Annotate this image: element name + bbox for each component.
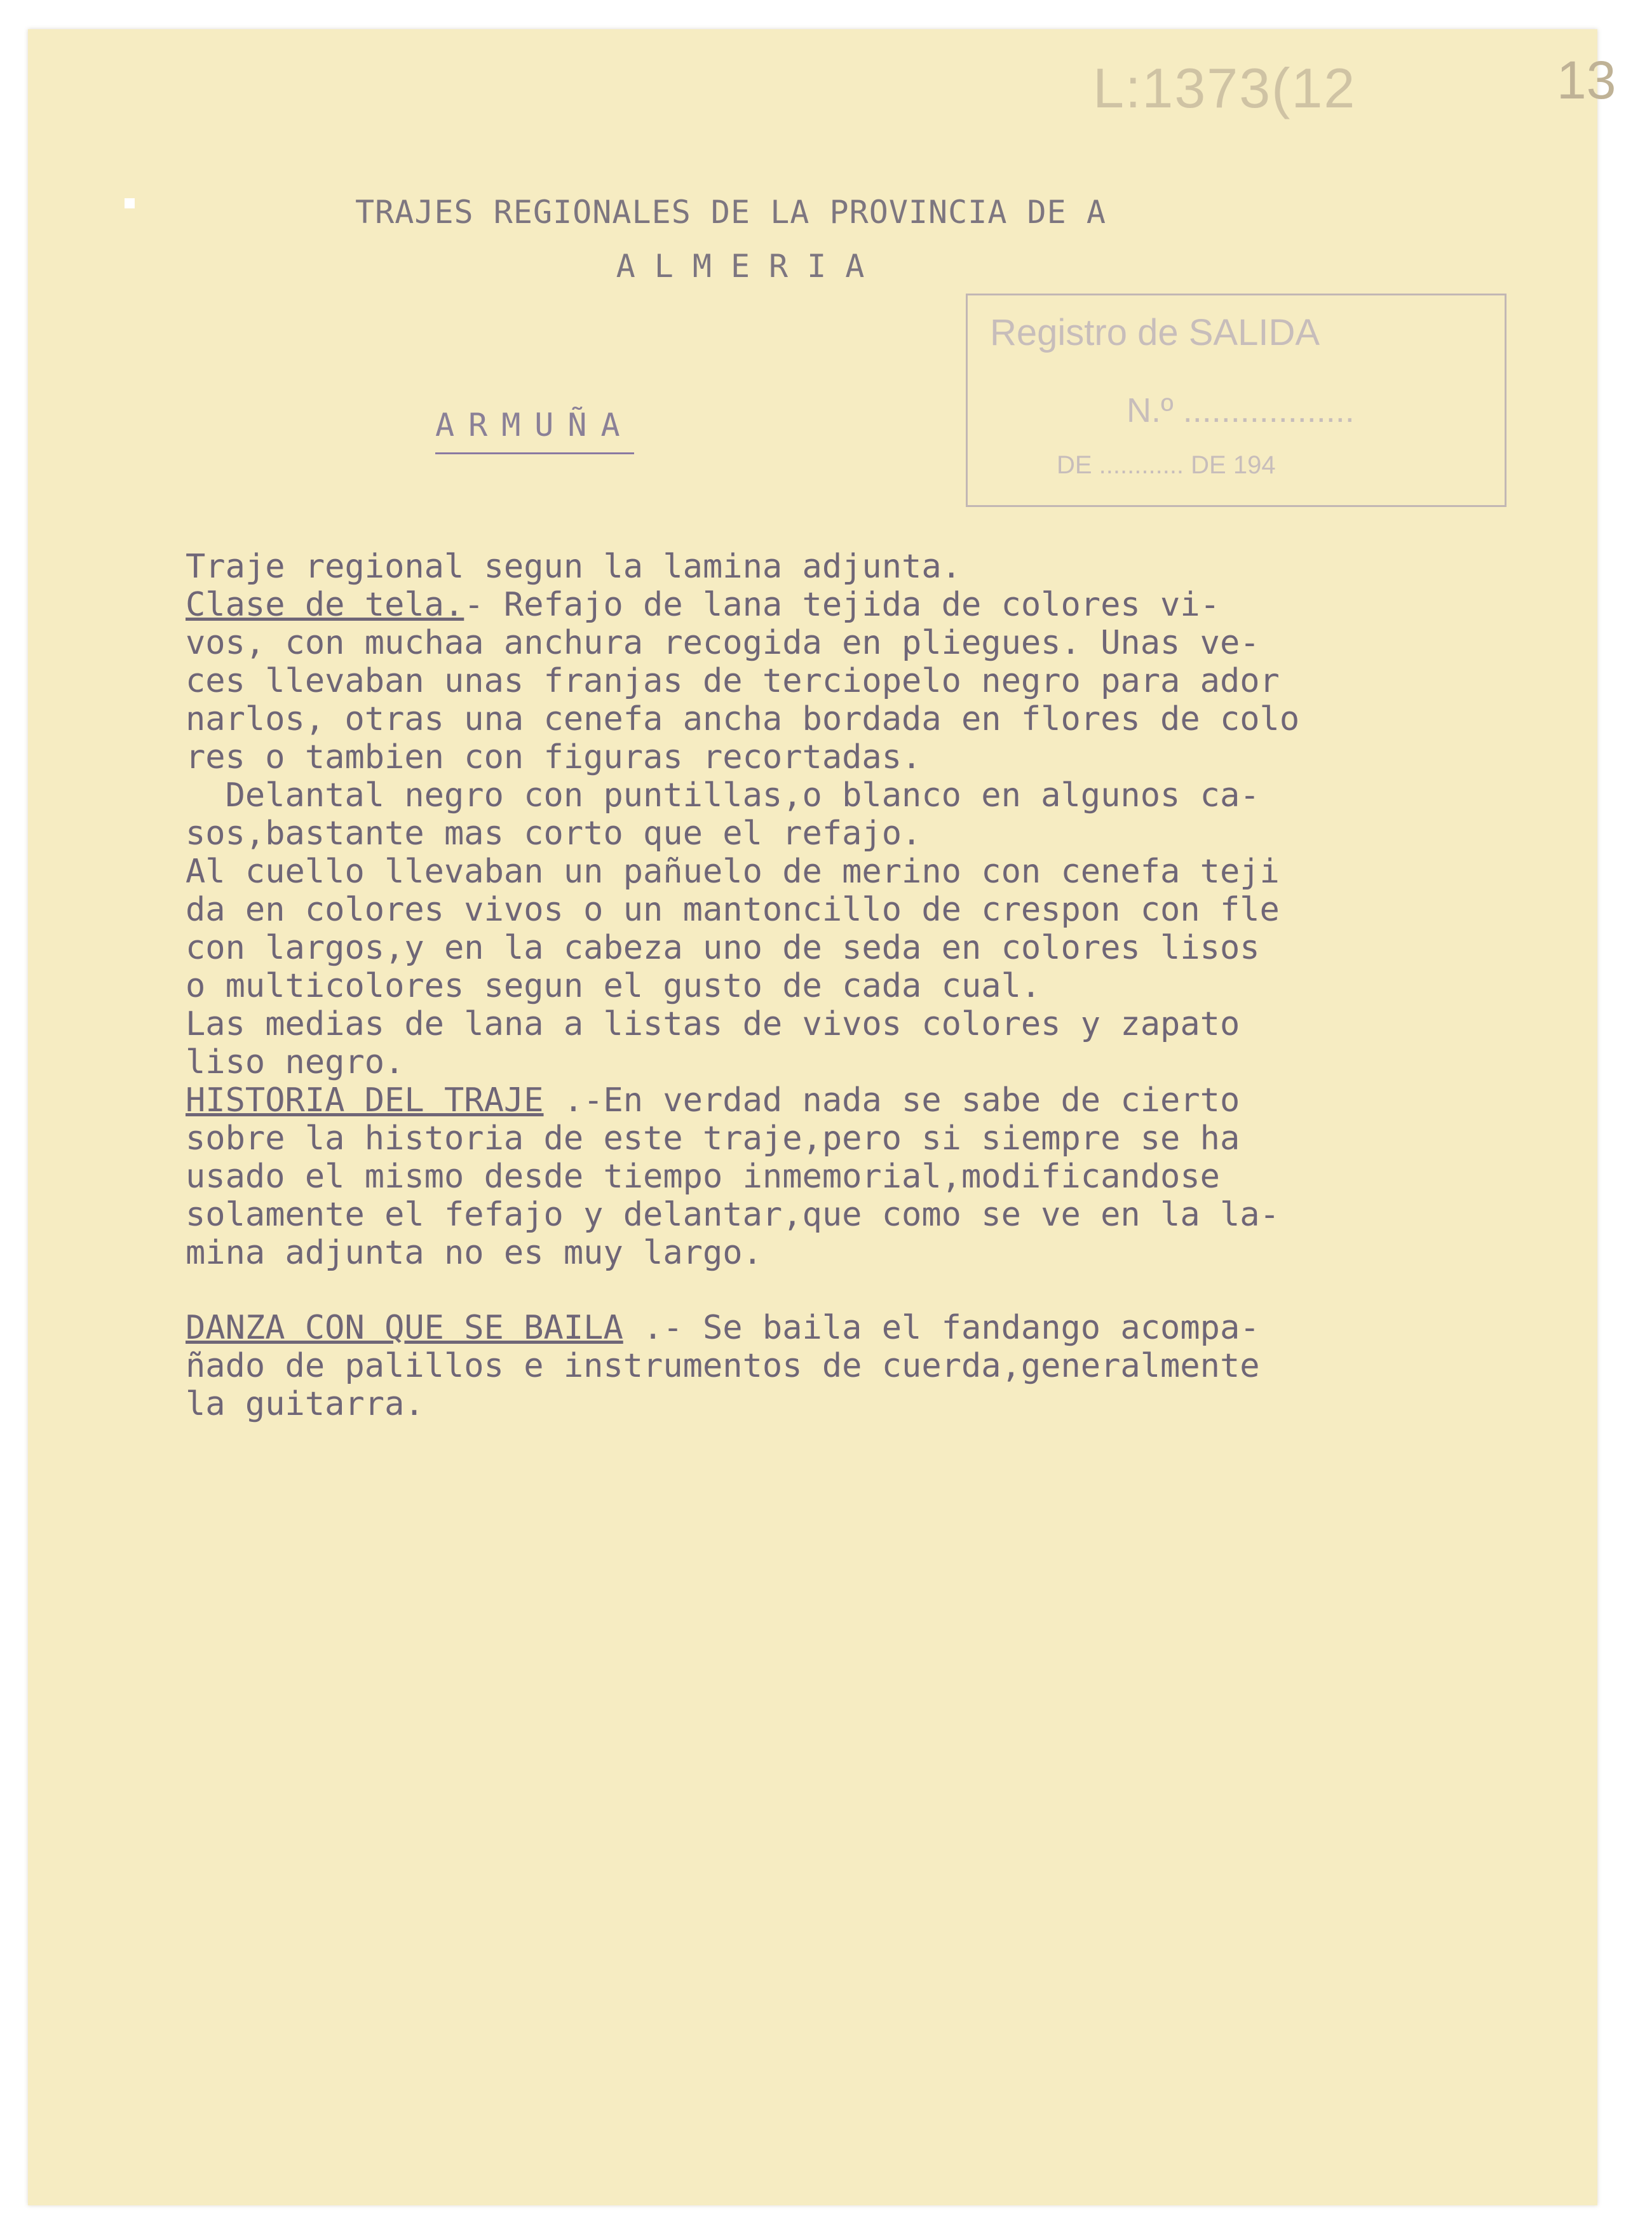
body-line: Al cuello llevaban un pañuelo de merino con cenefa teji <box>186 853 1280 891</box>
body-line-text: .- Se baila el fandango acompa- <box>623 1309 1260 1347</box>
body-line: narlos, otras una cenefa ancha bordada en flores de colo <box>186 700 1300 738</box>
body-line: ces llevaban unas franjas de terciopelo negro para ador <box>186 662 1280 700</box>
body-line <box>186 1309 1583 1347</box>
body-line: Las medias de lana a listas de vivos colores y zapato <box>186 1005 1240 1043</box>
body-line: solamente el fefajo y delantar,que como se ve en la la- <box>186 1196 1280 1234</box>
punch-hole <box>125 198 135 208</box>
document-title: TRAJES REGIONALES DE LA PROVINCIA DE A <box>355 194 1106 231</box>
dance-heading: DANZA CON QUE SE BAILA <box>186 1309 623 1347</box>
body-line: o multicolores segun el gusto de cada cual. <box>186 967 1041 1005</box>
body-line <box>186 1081 1583 1119</box>
body-line: sobre la historia de este traje,pero si siempre se ha <box>186 1119 1240 1158</box>
body-line: mina adjunta no es muy largo. <box>186 1234 762 1272</box>
body-line: liso negro. <box>186 1043 405 1081</box>
page-number: 13 <box>1557 50 1616 110</box>
stamp-title: Registro de SALIDA <box>990 312 1320 353</box>
stamp-number-line: N.º .................. <box>1127 391 1355 429</box>
body-line: usado el mismo desde tiempo inmemorial,modificandose <box>186 1158 1220 1196</box>
body-line-text: - Refajo de lana tejida de colores vi- <box>464 586 1220 624</box>
registry-stamp <box>966 294 1506 507</box>
stamp-date-line: DE ............ DE 194 <box>1057 451 1276 479</box>
history-heading: HISTORIA DEL TRAJE <box>186 1081 544 1119</box>
body-line-text: .-En verdad nada se sabe de cierto <box>543 1081 1240 1119</box>
body-line <box>186 586 1583 624</box>
body-line: sos,bastante mas corto que el refajo. <box>186 815 922 853</box>
body-line: con largos,y en la cabeza uno de seda en colores lisos <box>186 929 1260 967</box>
archive-reference-note: L:1373(12 <box>1093 57 1357 119</box>
paragraph-gap <box>186 1272 1583 1309</box>
body-line: Delantal negro con puntillas,o blanco en algunos ca- <box>186 776 1260 815</box>
document-body <box>186 548 1583 1423</box>
body-line: vos, con muchaa anchura recogida en pliegues. Unas ve- <box>186 624 1260 662</box>
document-subtitle: ALMERIA <box>616 248 884 285</box>
body-line: la guitarra. <box>186 1385 424 1423</box>
body-line: Traje regional segun la lamina adjunta. <box>186 548 961 586</box>
body-line: da en colores vivos o un mantoncillo de crespon con fle <box>186 891 1280 929</box>
cloth-heading: Clase de tela. <box>186 586 464 624</box>
body-line: ñado de palillos e instrumentos de cuerda,generalmente <box>186 1347 1260 1385</box>
section-title: ARMUÑA <box>435 407 634 454</box>
body-line: res o tambien con figuras recortadas. <box>186 738 922 776</box>
